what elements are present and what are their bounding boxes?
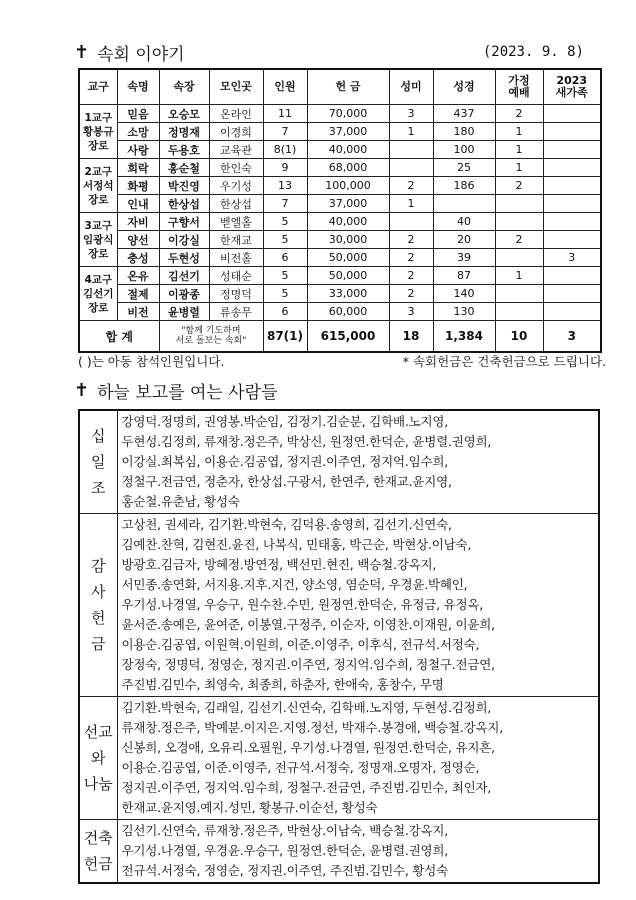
family-worship-cell (495, 303, 543, 321)
seongmi-cell: 2 (389, 267, 433, 285)
family-worship-cell (495, 195, 543, 213)
count-cell: 5 (263, 213, 307, 231)
count-cell: 5 (263, 285, 307, 303)
table-row (79, 249, 601, 267)
new-family-cell (543, 123, 601, 141)
cell-name-cell: 믿음 (117, 105, 159, 123)
family-worship-cell (495, 285, 543, 303)
count-cell: 9 (263, 159, 307, 177)
total-label: 합 계 (79, 321, 159, 353)
cell-name-cell: 온유 (117, 267, 159, 285)
column-header: 성경 (433, 69, 495, 105)
total-motto: "함께 기도하며 서로 돌보는 속회" (159, 321, 263, 353)
cell-leader-cell: 정명재 (159, 123, 209, 141)
cell-leader-cell: 한상섭 (159, 195, 209, 213)
offering-cell: 37,000 (307, 195, 389, 213)
bible-cell: 186 (433, 177, 495, 195)
cell-name-cell: 희락 (117, 159, 159, 177)
total-bible: 1,384 (433, 321, 495, 353)
place-cell: 이경희 (209, 123, 263, 141)
names-line: 정철구.전금연, 정춘자, 한상섭.구광서, 한연주, 한재교.윤지영, (121, 474, 452, 489)
place-cell: 류송무 (209, 303, 263, 321)
cell-name-cell: 절제 (117, 285, 159, 303)
total-family: 10 (495, 321, 543, 353)
names-line: 홍순철.유춘남, 황성숙 (121, 494, 240, 509)
count-cell: 5 (263, 231, 307, 249)
names-line: 신봉희, 오경애, 오유리.오필원, 우기성.나경열, 원정연.한덕순, 유지흔, (121, 740, 495, 755)
place-cell: 비전홀 (209, 249, 263, 267)
column-header: 성미 (389, 69, 433, 105)
giver-category: 선교 와 나눔 (79, 697, 117, 820)
total-count: 87(1) (263, 321, 307, 353)
cell-name-cell: 비전 (117, 303, 159, 321)
cell-name-cell: 사랑 (117, 141, 159, 159)
cell-name-cell: 화평 (117, 177, 159, 195)
column-header: 속명 (117, 69, 159, 105)
cross-icon: ✝ (74, 42, 90, 63)
new-family-cell (543, 267, 601, 285)
giver-group-row (79, 514, 599, 697)
new-family-cell (543, 213, 601, 231)
offering-cell: 37,000 (307, 123, 389, 141)
section-title-text: 하늘 보고를 여는 사람들 (97, 383, 278, 403)
count-cell: 6 (263, 303, 307, 321)
cell-name-cell: 양선 (117, 231, 159, 249)
names-line: 두현성.김정희, 류재창.정은주, 박상신, 원정연.한덕순, 윤병렬.권영희, (121, 434, 492, 449)
givers-table (78, 409, 600, 884)
offering-cell: 30,000 (307, 231, 389, 249)
names-line: 우기성.나경열, 우승구, 원수찬.수민, 원정연.한덕순, 유정금, 유정옥, (121, 597, 484, 612)
giver-group-row (79, 410, 599, 514)
bible-cell: 20 (433, 231, 495, 249)
bible-cell: 25 (433, 159, 495, 177)
cell-leader-cell: 김선기 (159, 267, 209, 285)
names-line: 우기성.나경열, 우경윤.우승구, 원정연.한덕순, 윤병렬.권영희, (121, 843, 449, 858)
place-cell: 한상섭 (209, 195, 263, 213)
giver-category: 건축 헌금 (79, 820, 117, 884)
names-line: 이용순.김공엽, 이원혁.이원희, 이준.이영주, 이후식, 전규석.서정숙, (121, 637, 480, 652)
table-row (79, 141, 601, 159)
bible-cell: 40 (433, 213, 495, 231)
total-seongmi: 18 (389, 321, 433, 353)
names-line: 류재창.정은주, 박예분.이지은.지영.정선, 박재수.봉경애, 백승철.강옥지, (121, 720, 504, 735)
family-worship-cell: 1 (495, 267, 543, 285)
count-cell: 5 (263, 267, 307, 285)
seongmi-cell: 2 (389, 231, 433, 249)
table-row (79, 123, 601, 141)
offering-cell: 100,000 (307, 177, 389, 195)
count-cell: 11 (263, 105, 307, 123)
seongmi-cell: 2 (389, 249, 433, 267)
place-cell: 벧엘홀 (209, 213, 263, 231)
names-line: 김예찬.찬혁, 김현진.윤진, 나복식, 민태홍, 박근순, 박현상.이남숙, (121, 537, 472, 552)
cell-leader-cell: 박진영 (159, 177, 209, 195)
table-row (79, 159, 601, 177)
offering-cell: 70,000 (307, 105, 389, 123)
table-row (79, 105, 601, 123)
new-family-cell (543, 177, 601, 195)
place-cell: 한인숙 (209, 159, 263, 177)
section-title-givers (74, 378, 278, 403)
cell-leader-cell: 두현성 (159, 249, 209, 267)
district-cell: 4교구 김선기 장로 (79, 267, 117, 321)
child-count-note: ( )는 아동 참석인원입니다. (78, 354, 225, 369)
bible-cell (433, 195, 495, 213)
names-line: 서민종.송연화, 서지용.지후.지건, 양소영, 염순덕, 우경윤.박혜인, (121, 577, 468, 592)
family-worship-cell: 1 (495, 141, 543, 159)
bible-cell: 39 (433, 249, 495, 267)
column-header: 헌 금 (307, 69, 389, 105)
bible-cell: 140 (433, 285, 495, 303)
names-line: 이강실.최복심, 이용순.김공엽, 정지권.이주연, 정지억.임수희, (121, 454, 449, 469)
place-cell: 한재교 (209, 231, 263, 249)
names-line: 장정숙, 정명덕, 정영순, 정지권.이주연, 정지억.임수희, 정철구.전금연, (121, 657, 495, 672)
count-cell: 7 (263, 123, 307, 141)
total-row (79, 321, 601, 353)
table-row (79, 195, 601, 213)
offering-cell: 50,000 (307, 249, 389, 267)
place-cell: 성태순 (209, 267, 263, 285)
cell-leader-cell: 홍순철 (159, 159, 209, 177)
giver-category: 감 사 헌 금 (79, 514, 117, 697)
names-line: 고상천, 권세라, 김기환.박현숙, 김덕용.송영희, 김선기.신연숙, (121, 517, 452, 532)
names-line: 이용순.김공엽, 이준.이영주, 전규석.서정숙, 정명재.오명자, 정영순, (121, 760, 480, 775)
family-worship-cell (495, 249, 543, 267)
cell-leader-cell: 윤병렬 (159, 303, 209, 321)
district-cell: 3교구 임광식 장로 (79, 213, 117, 267)
cell-leader-cell: 구향서 (159, 213, 209, 231)
place-cell: 교육관 (209, 141, 263, 159)
names-line: 한재교.윤지영.예지.성민, 황봉규.이순선, 황성숙 (121, 800, 378, 815)
giver-category: 십 일 조 (79, 410, 117, 514)
cell-name-cell: 소망 (117, 123, 159, 141)
cell-name-cell: 자비 (117, 213, 159, 231)
new-family-cell (543, 159, 601, 177)
new-family-cell (543, 231, 601, 249)
new-family-cell (543, 303, 601, 321)
total-offering: 615,000 (307, 321, 389, 353)
offering-cell: 40,000 (307, 213, 389, 231)
count-cell: 8(1) (263, 141, 307, 159)
column-header: 인원 (263, 69, 307, 105)
table-header-row (79, 69, 601, 105)
offering-cell: 68,000 (307, 159, 389, 177)
giver-group-row (79, 820, 599, 884)
column-header: 교구 (79, 69, 117, 105)
table-row (79, 231, 601, 249)
table-row (79, 285, 601, 303)
district-cell: 2교구 서정석 장로 (79, 159, 117, 213)
table-row (79, 177, 601, 195)
family-worship-cell (495, 213, 543, 231)
family-worship-cell: 2 (495, 105, 543, 123)
seongmi-cell (389, 159, 433, 177)
cell-name-cell: 충성 (117, 249, 159, 267)
new-family-cell: 3 (543, 249, 601, 267)
offering-cell: 50,000 (307, 267, 389, 285)
seongmi-cell: 1 (389, 195, 433, 213)
offering-cell: 60,000 (307, 303, 389, 321)
new-family-cell (543, 195, 601, 213)
column-header: 모인곳 (209, 69, 263, 105)
column-header: 2023 새가족 (543, 69, 601, 105)
new-family-cell (543, 141, 601, 159)
cell-leader-cell: 오승모 (159, 105, 209, 123)
count-cell: 7 (263, 195, 307, 213)
table-row (79, 303, 601, 321)
meeting-table (78, 68, 602, 353)
giver-names (117, 697, 599, 820)
count-cell: 6 (263, 249, 307, 267)
family-worship-cell: 1 (495, 123, 543, 141)
bible-cell: 437 (433, 105, 495, 123)
giver-names (117, 514, 599, 697)
seongmi-cell (389, 213, 433, 231)
names-line: 김선기.신연숙, 류재창.정은주, 박현상.이남숙, 백승철.강옥지, (121, 823, 449, 838)
names-line: 방광호.김금자, 방혜정.방연정, 백선민.현진, 백승철.강옥지, (121, 557, 437, 572)
offering-cell: 40,000 (307, 141, 389, 159)
cell-leader-cell: 이강실 (159, 231, 209, 249)
total-newfam: 3 (543, 321, 601, 353)
bible-cell: 87 (433, 267, 495, 285)
district-cell: 1교구 황봉규 장로 (79, 105, 117, 159)
seongmi-cell: 3 (389, 303, 433, 321)
offering-note: * 속회헌금은 건축헌금으로 드립니다. (402, 354, 606, 369)
giver-names (117, 410, 599, 514)
seongmi-cell: 3 (389, 105, 433, 123)
seongmi-cell: 1 (389, 123, 433, 141)
place-cell: 우기성 (209, 177, 263, 195)
new-family-cell (543, 105, 601, 123)
report-date: (2023. 9. 8) (482, 44, 584, 60)
names-line: 주진범.김민수, 최영숙, 최종희, 하춘자, 한애숙, 홍창수, 무명 (121, 677, 444, 692)
section-title-text: 속회 이야기 (97, 45, 185, 65)
offering-cell: 33,000 (307, 285, 389, 303)
names-line: 전규석.서정숙, 정영순, 정지권.이주연, 주진범.김민수, 황성숙 (121, 863, 449, 878)
giver-group-row (79, 697, 599, 820)
table-row (79, 213, 601, 231)
giver-names (117, 820, 599, 884)
names-line: 강영덕.정명희, 권영봉.박순임, 김정기.김순분, 김학배.노지영, (121, 414, 449, 429)
cell-leader-cell: 두용호 (159, 141, 209, 159)
place-cell: 온라인 (209, 105, 263, 123)
names-line: 정지권.이주연, 정지억.임수희, 정철구.전금연, 주진범.김민수, 최인자, (121, 780, 492, 795)
cross-icon: ✝ (74, 380, 90, 401)
seongmi-cell: 2 (389, 285, 433, 303)
bible-cell: 180 (433, 123, 495, 141)
seongmi-cell: 2 (389, 177, 433, 195)
column-header: 속장 (159, 69, 209, 105)
table-row (79, 267, 601, 285)
family-worship-cell: 2 (495, 231, 543, 249)
cell-leader-cell: 이광종 (159, 285, 209, 303)
bible-cell: 100 (433, 141, 495, 159)
count-cell: 13 (263, 177, 307, 195)
section-title-meetings (74, 40, 185, 65)
bible-cell: 130 (433, 303, 495, 321)
column-header: 가정 예배 (495, 69, 543, 105)
place-cell: 정명덕 (209, 285, 263, 303)
family-worship-cell: 1 (495, 159, 543, 177)
new-family-cell (543, 285, 601, 303)
family-worship-cell: 2 (495, 177, 543, 195)
seongmi-cell (389, 141, 433, 159)
names-line: 김기환.박현숙, 김래일, 김선기.신연숙, 김학배.노지영, 두현성.김정희, (121, 700, 492, 715)
cell-name-cell: 인내 (117, 195, 159, 213)
names-line: 윤서준.송예은, 윤여준, 이봉열.구정주, 이순자, 이영찬.이재원, 이윤희, (121, 617, 495, 632)
